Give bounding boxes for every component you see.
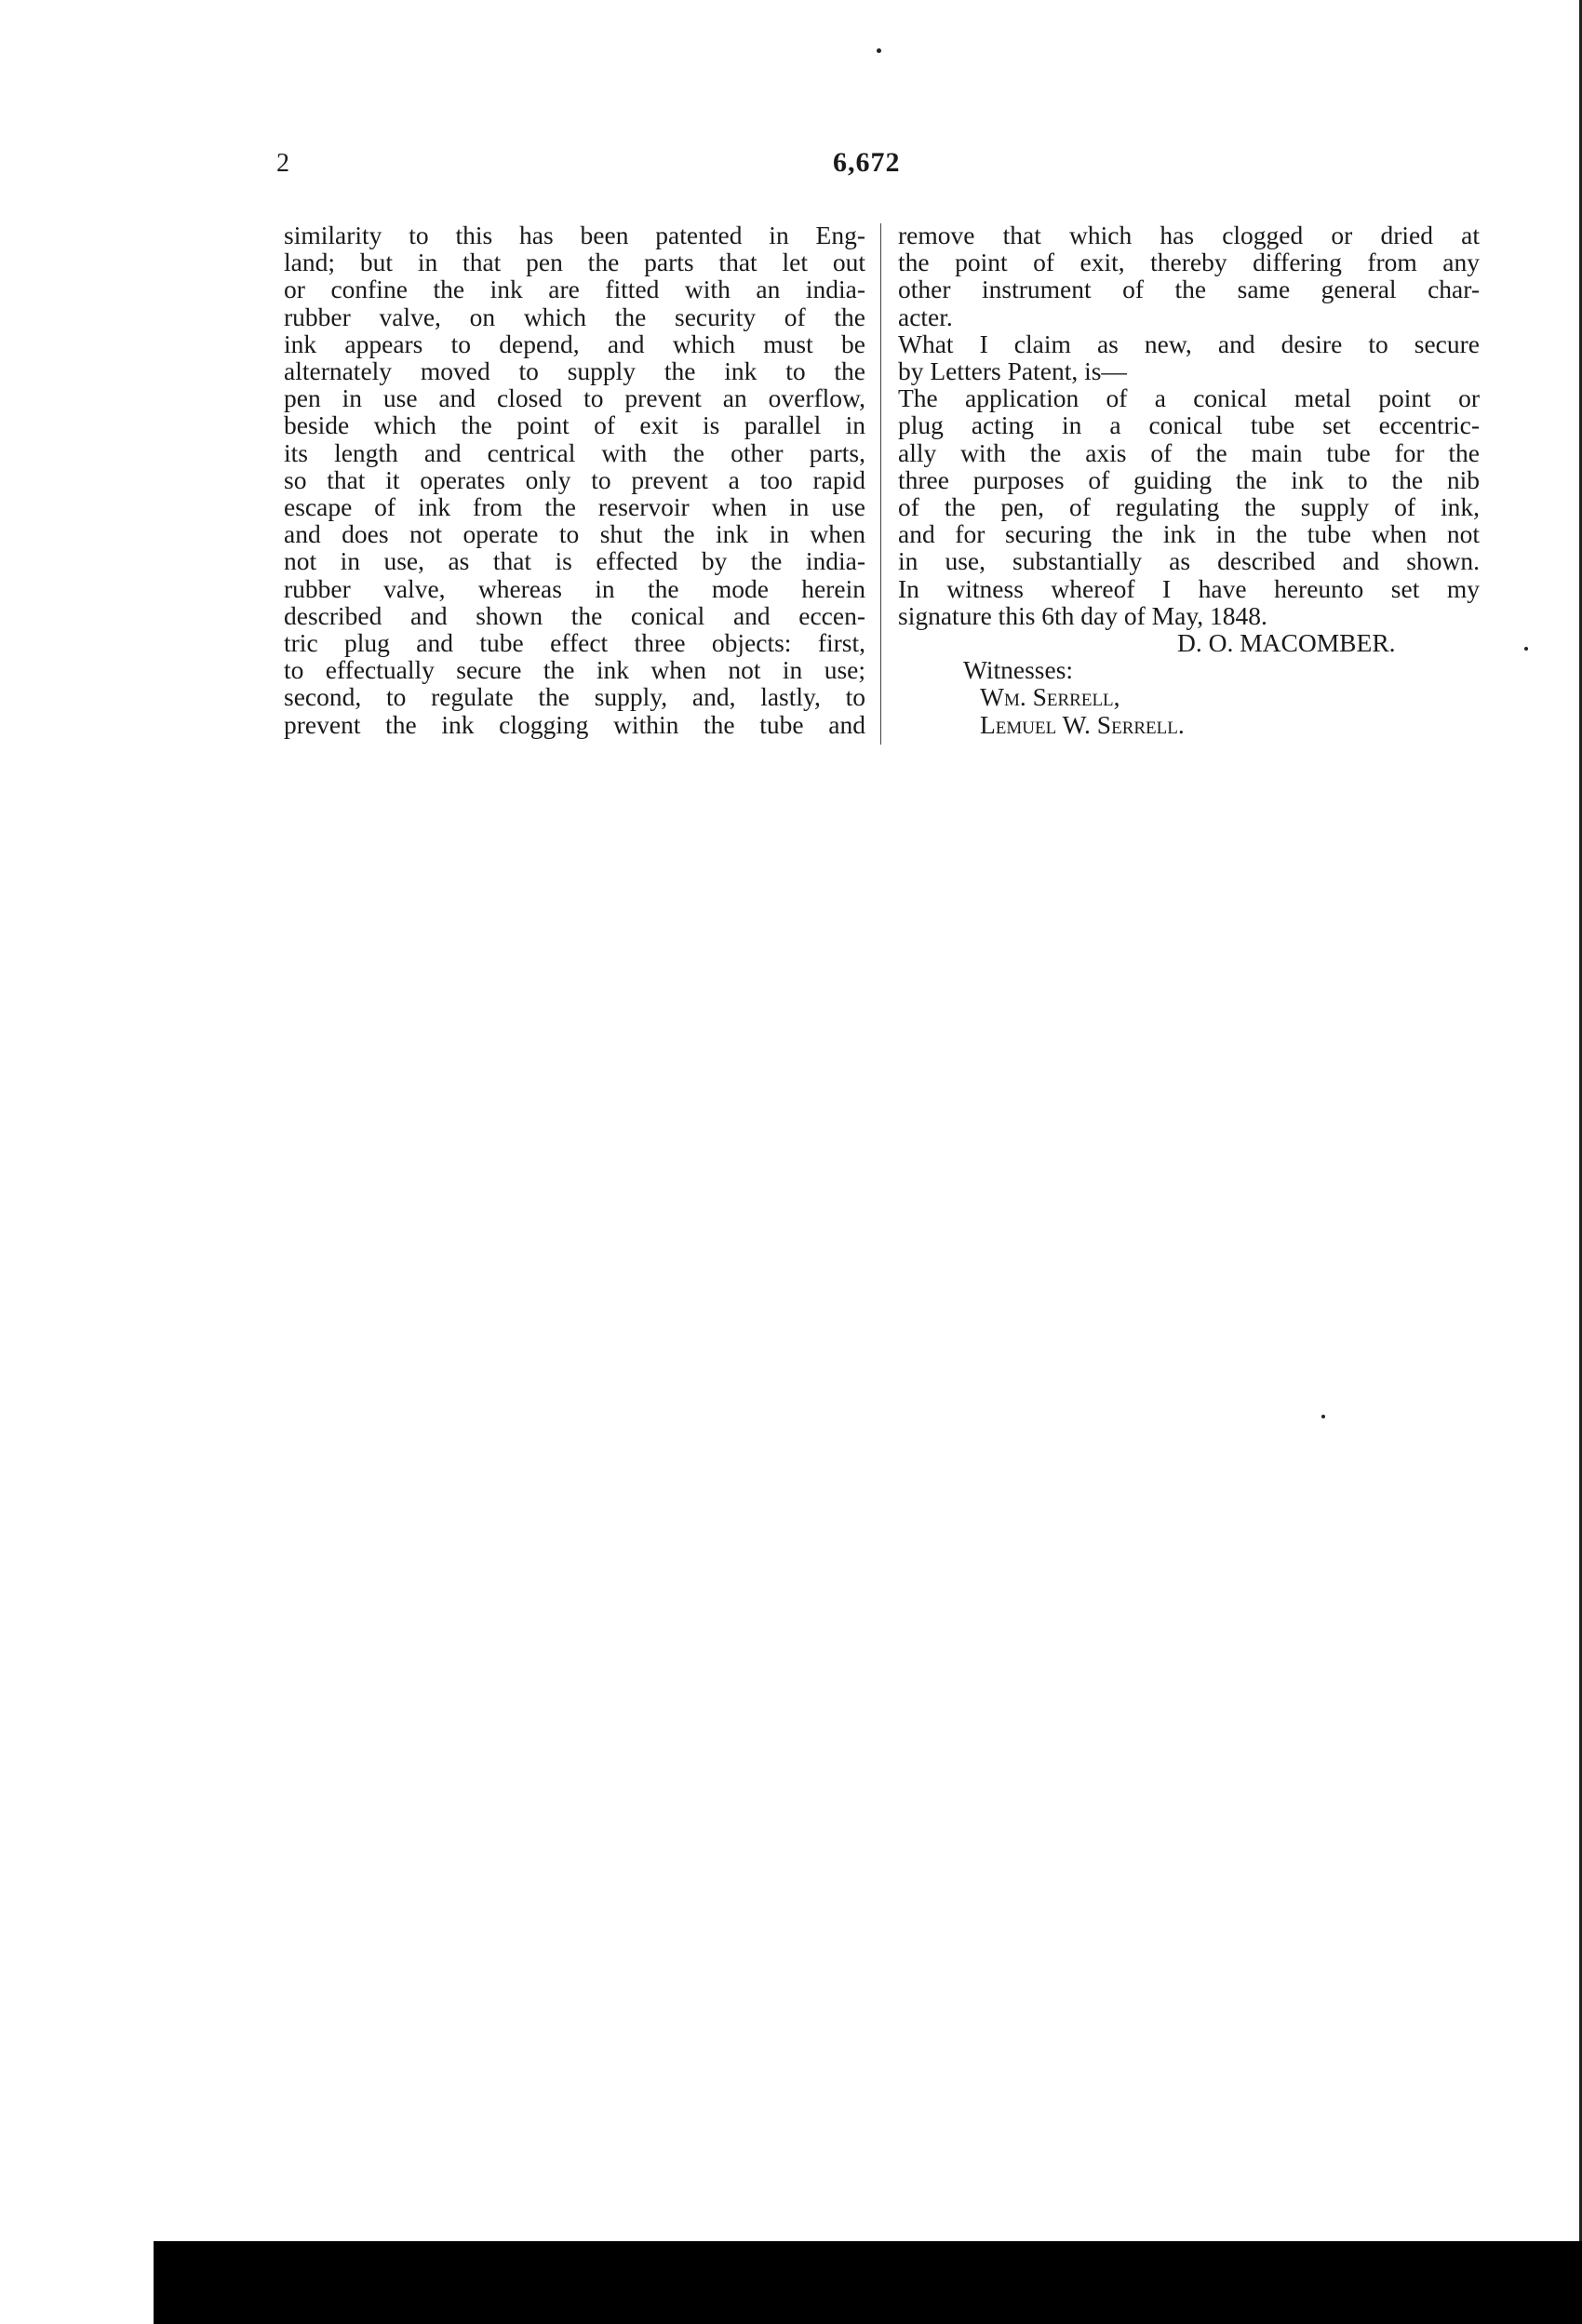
right-column xyxy=(898,222,1480,738)
left-line: tric plug and tube effect three objects: first, xyxy=(284,628,865,658)
left-line: or confine the ink are fitted with an india- xyxy=(284,275,865,304)
patent-number: 6,672 xyxy=(833,147,901,178)
left-line: rubber valve, whereas in the mode herein xyxy=(284,573,865,603)
left-line: land; but in that pen the parts that let out xyxy=(284,248,865,277)
left-line: so that it operates only to prevent a too rapid xyxy=(284,464,865,494)
page-number: 2 xyxy=(276,149,289,178)
scan-speck xyxy=(1524,647,1528,651)
left-line: pen in use and closed to prevent an overflow, xyxy=(284,383,865,413)
right-line: acter. xyxy=(898,302,953,331)
claim-line: three purposes of guiding the ink to the nib xyxy=(898,464,1480,494)
left-line: similarity to this has been patented in Eng- xyxy=(284,221,865,249)
claim-intro-line: by Letters Patent, is— xyxy=(898,356,1127,386)
scan-speck xyxy=(1321,1415,1325,1418)
left-line: second, to regulate the supply, and, lastly, to xyxy=(284,682,865,712)
left-column xyxy=(284,222,865,738)
claim-line: The application of a conical metal point or xyxy=(898,383,1480,413)
left-line: not in use, as that is effected by the india- xyxy=(284,546,865,576)
left-line: ink appears to depend, and which must be xyxy=(284,329,865,358)
left-line: described and shown the conical and eccen- xyxy=(284,600,865,630)
left-line: to effectually secure the ink when not in use; xyxy=(284,655,865,685)
claim-line: and for securing the ink in the tube when not xyxy=(898,519,1480,549)
witness-name: Lemuel W. Serrell. xyxy=(980,709,1185,739)
witness-clause-line: In witness whereof I have hereunto set my xyxy=(898,573,1480,603)
claim-line: ally with the axis of the main tube for the xyxy=(898,437,1480,467)
claim-line: plug acting in a conical tube set eccentric- xyxy=(898,410,1480,440)
right-line: other instrument of the same general char- xyxy=(898,275,1480,304)
claim-intro-line: What I claim as new, and desire to secure xyxy=(898,329,1480,358)
left-line: and does not operate to shut the ink in when xyxy=(284,519,865,549)
inventor-signature: D. O. MACOMBER. xyxy=(1177,628,1396,658)
witnesses-label: Witnesses: xyxy=(963,655,1074,685)
witness-name: Wm. Serrell, xyxy=(980,682,1120,712)
witness-clause-line: signature this 6th day of May, 1848. xyxy=(898,600,1267,630)
left-line: alternately moved to supply the ink to the xyxy=(284,356,865,386)
column-divider xyxy=(880,223,881,745)
left-line: escape of ink from the reservoir when in use xyxy=(284,492,865,522)
scan-speck xyxy=(877,48,881,53)
right-line: remove that which has clogged or dried at xyxy=(898,221,1480,249)
left-line: prevent the ink clogging within the tube and xyxy=(284,709,865,739)
left-line: rubber valve, on which the security of the xyxy=(284,302,865,331)
left-line: its length and centrical with the other parts, xyxy=(284,437,865,467)
claim-line: of the pen, of regulating the supply of ink, xyxy=(898,492,1480,522)
left-line: beside which the point of exit is parallel in xyxy=(284,410,865,440)
right-line: the point of exit, thereby differing from any xyxy=(898,248,1480,277)
scan-bottom-border xyxy=(154,2241,1582,2324)
claim-line: in use, substantially as described and shown. xyxy=(898,546,1480,576)
